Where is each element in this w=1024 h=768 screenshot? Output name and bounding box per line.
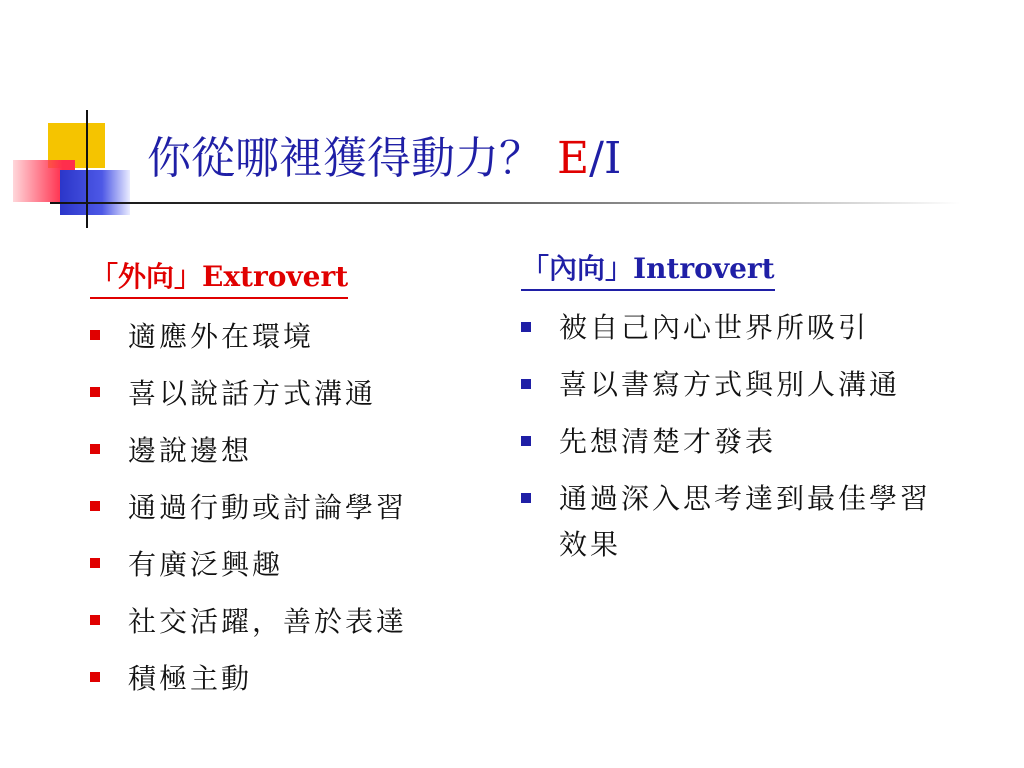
square-bullet-icon (521, 379, 531, 389)
square-bullet-icon (90, 672, 100, 682)
list-item (521, 362, 941, 408)
extrovert-list (90, 313, 495, 712)
square-bullet-icon (521, 322, 531, 332)
list-item-text: 喜以說話方式溝通 (128, 377, 377, 410)
list-item (521, 305, 941, 351)
list-item-text: 喜以書寫方式與別人溝通 (559, 368, 901, 401)
square-bullet-icon (90, 387, 100, 397)
extrovert-heading: 「外向」Extrovert (90, 258, 348, 299)
square-bullet-icon (90, 558, 100, 568)
title-underline-rule (50, 202, 960, 204)
list-item (90, 313, 495, 370)
square-bullet-icon (521, 493, 531, 503)
square-bullet-icon (90, 501, 100, 511)
square-bullet-icon (90, 615, 100, 625)
list-item-text: 適應外在環境 (128, 320, 315, 353)
square-bullet-icon (90, 444, 100, 454)
list-item (90, 484, 495, 541)
slide-title-rest: /I (589, 133, 622, 184)
list-item (521, 419, 941, 465)
list-item-text: 社交活躍，善於表達 (128, 605, 408, 638)
list-item (521, 476, 941, 568)
decor-blue-square (60, 170, 130, 215)
list-item-text: 被自己內心世界所吸引 (559, 311, 870, 344)
list-item (90, 655, 495, 712)
list-item-text: 積極主動 (128, 662, 253, 695)
decor-vertical-line (86, 110, 88, 228)
list-item (90, 598, 495, 655)
square-bullet-icon (521, 436, 531, 446)
square-bullet-icon (90, 330, 100, 340)
list-item-text: 有廣泛興趣 (128, 548, 284, 581)
list-item-text: 先想清楚才發表 (559, 425, 777, 458)
list-item (90, 370, 495, 427)
introvert-list (521, 305, 941, 568)
list-item-text: 通過行動或討論學習 (128, 491, 408, 524)
list-item (90, 541, 495, 598)
list-item-text: 通過深入思考達到最佳學習效果 (559, 482, 932, 561)
slide-title-accent: E (557, 133, 590, 184)
list-item-text: 邊說邊想 (128, 434, 253, 467)
list-item (90, 427, 495, 484)
slide-title (147, 124, 867, 194)
extrovert-column (90, 258, 495, 708)
slide-title-main: 你從哪裡獲得動力？ (147, 133, 543, 184)
introvert-column (521, 250, 941, 670)
introvert-heading: 「內向」Introvert (521, 250, 775, 291)
